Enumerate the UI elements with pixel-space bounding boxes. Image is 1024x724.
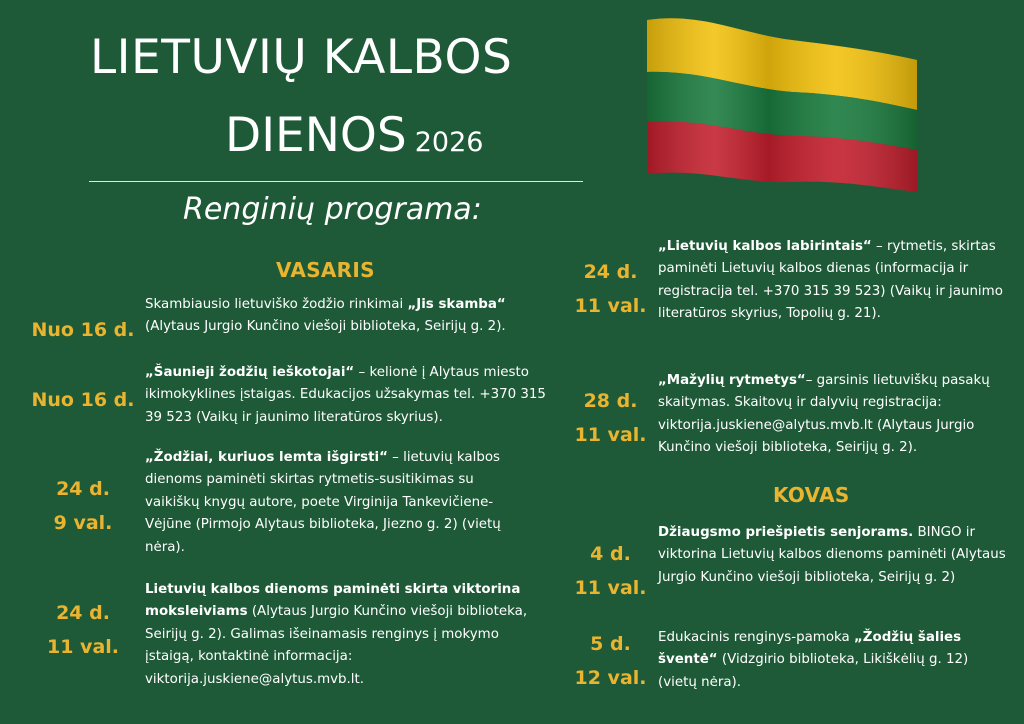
event-time: 11 val. [574,577,647,599]
event-date [568,537,653,605]
event-day: 24 d. [583,261,638,283]
event-day: Nuo 16 d. [31,389,135,411]
event-date [568,384,653,452]
event-time: 11 val. [47,636,119,658]
month-march: KOVAS [773,483,850,507]
event-description: Lietuvių kalbos dienoms paminėti skirta viktorina moksleiviams (Alytaus Jurgio Kunčino viešoji biblioteka, Seirijų g. 2). Galimas išeinamasis renginys į mokymo įstaigą, kontaktinė informacija: viktorija.juskiene@alytus.mvb.lt. [145,582,528,687]
title-line-1: LIETUVIŲ KALBOS [90,30,513,85]
lithuanian-flag-icon [642,12,922,197]
event-time: 11 val. [574,424,647,446]
event-date [568,627,653,695]
title-divider [89,181,583,182]
month-february: VASARIS [276,258,375,282]
event-description: „Mažylių rytmetys“– garsinis lietuviškų pasakų skaitymas. Skaitovų ir dalyvių registracija: viktorija.juskiene@alytus.mvb.lt (Alytaus Jurgio Kunčino viešoji biblioteka, Seirijų g. 2). [658,373,990,456]
event-date [568,255,653,323]
event-date [28,313,138,347]
event-day: 24 d. [56,478,110,500]
event-title: „Žodžiai, kuriuos lemta išgirsti“ [145,450,388,465]
event-description: Džiaugsmo priešpietis senjorams. BINGO ir viktorina Lietuvių kalbos dienoms paminėti (Alytaus Jurgio Kunčino viešoji biblioteka, Seirijų g. 2) [658,525,1006,585]
event-title: Lietuvių kalbos dienoms paminėti skirta viktorina moksleiviams [145,582,521,620]
event-date [28,596,138,664]
event-day: 24 d. [56,602,110,624]
event-title: „Lietuvių kalbos labirintais“ [658,239,872,254]
event-description: „Lietuvių kalbos labirintais“ – rytmetis, skirtas paminėti Lietuvių kalbos dienas (informacija ir registracija tel. +370 315 39 523) (Vaikų ir jaunimo literatūros skyrius, Topolių g. 21). [658,239,1003,322]
event-day: 4 d. [590,543,631,565]
event-date [28,383,138,417]
event-title: Džiaugsmo priešpietis senjorams. [658,525,914,540]
event-title: „Jis skamba“ [407,297,506,312]
event-day: 28 d. [583,390,638,412]
title-dienos: DIENOS [225,108,407,163]
event-title: „Žodžių šalies šventė“ [658,630,962,668]
event-description: „Šaunieji žodžių ieškotojai“ – kelionė į Alytaus miesto ikimokyklines įstaigas. Edukacijos užsakymas tel. +370 315 39 523 (Vaikų ir jaunimo literatūros skyrius). [145,365,546,425]
event-description: Edukacinis renginys-pamoka „Žodžių šalies šventė“ (Vidzgirio biblioteka, Likiškėlių g. 12) (vietų nėra). [658,630,969,690]
event-description: „Žodžiai, kuriuos lemta išgirsti“ – lietuvių kalbos dienoms paminėti skirtas rytmetis-susitikimas su vaikiškų knygų autore, poete Virginija Tankevičiene-Vėjūne (Pirmojo Alytaus biblioteka, Jiezno g. 2) (vietų nėra). [145,450,501,555]
title-line-2 [225,108,484,163]
program-subtitle: Renginių programa: [183,192,482,227]
event-title: „Mažylių rytmetys“ [658,373,806,388]
event-time: 11 val. [574,295,647,317]
event-time: 12 val. [574,667,647,689]
event-date [28,472,138,540]
title-year: 2026 [414,127,484,158]
event-day: Nuo 16 d. [31,319,135,341]
event-description: Skambiausio lietuviško žodžio rinkimai „Jis skamba“ (Alytaus Jurgio Kunčino viešoji biblioteka, Seirijų g. 2). [145,297,506,335]
event-title: „Šaunieji žodžių ieškotojai“ [145,365,355,380]
event-time: 9 val. [53,512,113,534]
event-day: 5 d. [590,633,631,655]
